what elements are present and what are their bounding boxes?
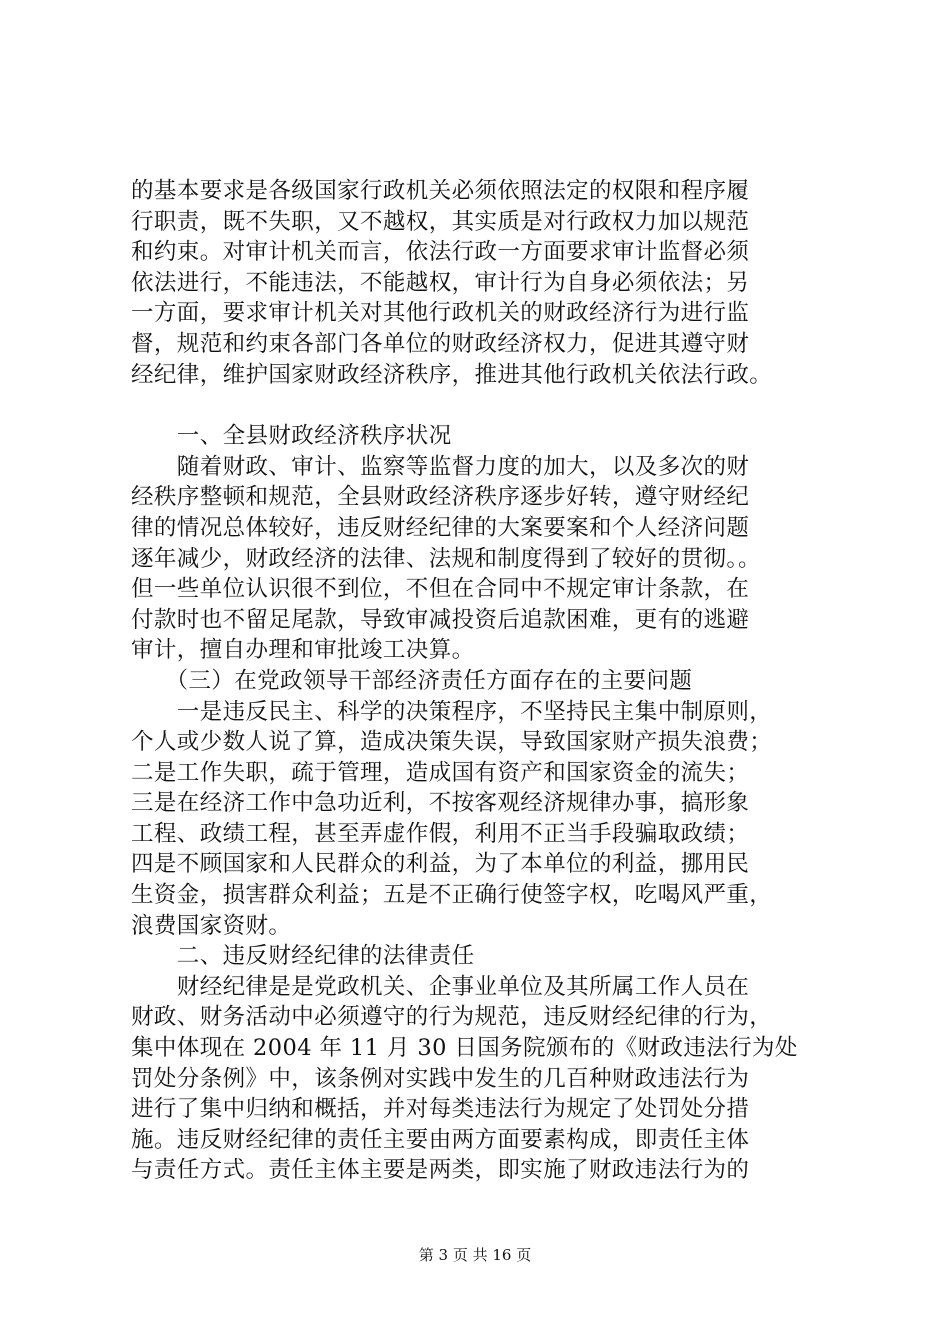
text-line: 四是不顾国家和人民群众的利益，为了本单位的利益，挪用民 [131, 851, 750, 878]
paragraph-economic-order [131, 452, 831, 666]
text-line: 经纪律，维护国家财政经济秩序，推进其他行政机关依法行政。 [131, 361, 773, 388]
text-line: 财经纪律是是党政机关、企事业单位及其所属工作人员在 [131, 973, 750, 1000]
text-line: 的基本要求是各级国家行政机关必须依照法定的权限和程序履 [131, 178, 750, 204]
text-line: 审计，擅自办理和审批竣工决算。 [131, 637, 475, 664]
page-number-footer: 第 3 页 共 16 页 [418, 1246, 532, 1264]
text-line: 行职责，既不失职，又不越权，其实质是对行政权力加以规范 [131, 208, 750, 235]
text-line: 一是违反民主、科学的决策程序，不坚持民主集中制原则， [131, 698, 773, 725]
text-line: 财政、财务活动中必须遵守的行为规范，违反财经纪律的行为， [131, 1004, 773, 1031]
text-line: 进行了集中归纳和概括，并对每类违法行为规定了处罚处分措 [131, 1096, 750, 1123]
text-line: 督，规范和约束各部门各单位的财政经济权力，促进其遵守财 [131, 330, 750, 357]
document-body [131, 176, 831, 1186]
text-line: 经秩序整顿和规范，全县财政经济秩序逐步好转，遵守财经纪 [131, 484, 750, 511]
text-line: 工程、政绩工程，甚至弄虚作假，利用不正当手段骗取政绩； [131, 820, 750, 847]
section-heading-2: 二、违反财经纪律的法律责任 [131, 943, 475, 970]
text-line: 一方面，要求审计机关对其他行政机关的财政经济行为进行监 [131, 300, 750, 327]
text-line: 与责任方式。责任主体主要是两类，即实施了财政违法行为的 [131, 1157, 750, 1184]
text-line: 个人或少数人说了算，造成决策失误，导致国家财产损失浪费； [131, 729, 773, 756]
text-line: 集中体现在 2004 年 11 月 30 日国务院颁布的《财政违法行为处 [131, 1035, 798, 1062]
text-line: 律的情况总体较好，违反财经纪律的大案要案和个人经济问题 [131, 514, 750, 541]
paragraph-opening [131, 176, 831, 390]
paragraph-main-problems [131, 697, 831, 942]
text-line: 施。违反财经纪律的责任主要由两方面要素构成，即责任主体 [131, 1126, 750, 1153]
paragraph-spacer [131, 390, 831, 421]
text-line: 但一些单位认识很不到位，不但在合同中不规定审计条款，在 [131, 576, 750, 603]
text-line: 浪费国家资财。 [131, 912, 292, 939]
text-line: 和约束。对审计机关而言，依法行政一方面要求审计监督必须 [131, 239, 750, 266]
text-line: 三是在经济工作中急功近利，不按客观经济规律办事，搞形象 [131, 790, 750, 817]
text-line: 罚处分条例》中，该条例对实践中发生的几百种财政违法行为 [131, 1065, 750, 1092]
text-line: 依法进行，不能违法，不能越权，审计行为自身必须依法；另 [131, 269, 750, 296]
section-heading-1: 一、全县财政经济秩序状况 [131, 423, 452, 450]
text-line: 生资金，损害群众利益；五是不正确行使签字权，吃喝风严重， [131, 882, 773, 909]
paragraph-legal-liability [131, 972, 831, 1186]
text-line: 逐年减少，财政经济的法律、法规和制度得到了较好的贯彻。。 [131, 545, 761, 572]
section-heading-3: （三）在党政领导干部经济责任方面存在的主要问题 [131, 667, 693, 694]
text-line: 二是工作失职，疏于管理，造成国有资产和国家资金的流失； [131, 759, 750, 786]
text-line: 付款时也不留足尾款，导致审减投资后追款困难，更有的逃避 [131, 606, 750, 633]
text-line: 随着财政、审计、监察等监督力度的加大，以及多次的财 [131, 453, 750, 480]
